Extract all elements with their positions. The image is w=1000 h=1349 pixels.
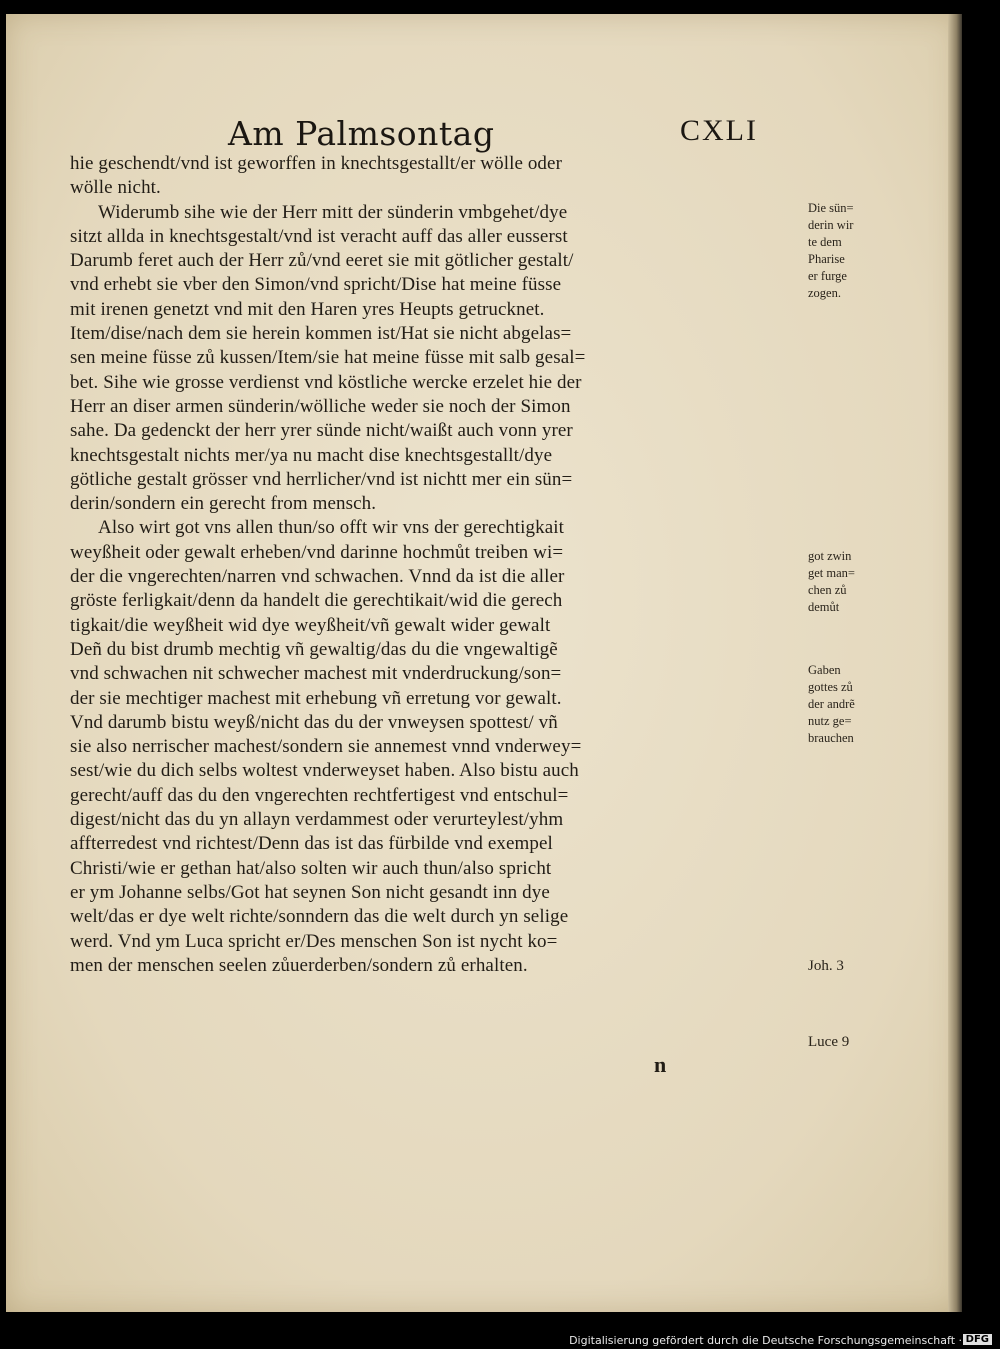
- text-line: der sie mechtiger machest mit erhebung vñ erretung vor gewalt.: [70, 687, 562, 709]
- running-title: Am Palmsontag: [228, 114, 495, 153]
- text-line: götliche gestalt grösser vnd herrlicher/vnd ist nichtt mer ein sün=: [70, 468, 573, 490]
- margin-note-line: gottes zů: [808, 680, 853, 694]
- text-line: mit irenen genetzt vnd mit den Haren yres Heupts getrucknet.: [70, 298, 545, 320]
- text-line: wölle nicht.: [70, 177, 161, 199]
- margin-note-line: Joh. 3: [808, 958, 844, 974]
- margin-note: [808, 662, 892, 747]
- margin-note-line: get man=: [808, 566, 855, 580]
- margin-note-line: demůt: [808, 600, 840, 614]
- text-line: sahe. Da gedenckt der herr yrer sünde nicht/waißt auch vonn yrer: [70, 420, 573, 442]
- margin-note-line: der andrẽ: [808, 697, 855, 711]
- text-line: Darumb feret auch der Herr zů/vnd eeret sie mit götlicher gestalt/: [70, 250, 574, 272]
- margin-note-line: Gaben: [808, 663, 841, 677]
- margin-note-line: Die sün=: [808, 201, 854, 215]
- running-header: [228, 114, 758, 154]
- dfg-logo: DFG: [963, 1334, 992, 1345]
- text-line: sitzt allda in knechtsgestalt/vnd ist veracht auff das aller eusserst: [70, 225, 568, 247]
- text-line: Also wirt got vns allen thun/so offt wir vns der gerechtigkait: [98, 517, 564, 539]
- text-line: hie geschendt/vnd ist geworffen in knechtsgestallt/er wölle oder: [70, 153, 562, 174]
- text-line: Vnd darumb bistu weyß/nicht das du der vnweysen spottest/ vñ: [70, 711, 558, 733]
- text-line: sie also nerrischer machest/sondern sie annemest vnnd vnderwey=: [70, 736, 582, 758]
- funding-credit: Digitalisierung gefördert durch die Deutsche Forschungsgemeinschaft ·: [569, 1334, 962, 1347]
- text-line: welt/das er dye welt richte/sonndern das die welt durch yn selige: [70, 906, 569, 928]
- margin-note-line: te dem: [808, 235, 842, 249]
- text-line: er ym Johanne selbs/Got hat seynen Son nicht gesandt inn dye: [70, 881, 550, 903]
- text-line: gröste ferligkait/denn da handelt die gerechtikait/wid die gerech: [70, 590, 563, 612]
- margin-note-line: Pharise: [808, 252, 845, 266]
- text-line: vnd schwachen nit schwecher machest mit vnderdruckung/son=: [70, 663, 562, 685]
- text-line: weyßheit oder gewalt erheben/vnd darinne hochmůt treiben wi=: [70, 541, 564, 563]
- margin-note: [808, 1034, 892, 1051]
- text-line: gerecht/auff das du den vngerechten rechtfertigest vnd entschul=: [70, 784, 569, 806]
- margin-note: [808, 200, 892, 302]
- margin-note-line: got zwin: [808, 549, 852, 563]
- margin-note: [808, 958, 892, 975]
- text-line: Item/dise/nach dem sie herein kommen ist/Hat sie nicht abgelas=: [70, 323, 572, 345]
- margin-note-line: chen zů: [808, 583, 847, 597]
- margin-note-line: brauchen: [808, 731, 854, 745]
- signature-mark: n: [654, 1052, 667, 1077]
- text-line: knechtsgestalt nichts mer/ya nu macht dise knechtsgestallt/dye: [70, 444, 553, 466]
- text-line: bet. Sihe wie grosse verdienst vnd köstliche wercke erzelet hie der: [70, 371, 582, 393]
- text-line: vnd erhebt sie vber den Simon/vnd spricht/Dise hat meine füsse: [70, 274, 562, 296]
- page-edge: [948, 14, 962, 1312]
- text-line: derin/sondern ein gerecht from mensch.: [70, 493, 377, 515]
- margin-note-line: nutz ge=: [808, 714, 852, 728]
- text-line: Widerumb sihe wie der Herr mitt der sünderin vmbgehet/dye: [98, 201, 568, 223]
- text-line: werd. Vnd ym Luca spricht er/Des menschen Son ist nycht ko=: [70, 930, 558, 952]
- folio-number: CXLI: [680, 114, 758, 147]
- text-line: sest/wie du dich selbs woltest vnderweyset haben. Also bistu auch: [70, 760, 579, 782]
- text-line: affterredest vnd richtest/Denn das ist das fürbilde vnd exempel: [70, 833, 553, 855]
- margin-note-line: er furge: [808, 269, 847, 283]
- text-line: tigkait/die weyßheit wid dye weyßheit/vñ gewalt wider gewalt: [70, 614, 551, 636]
- margin-note-line: Luce 9: [808, 1034, 850, 1050]
- text-line: digest/nicht das du yn allayn verdammest oder verurteylest/yhm: [70, 809, 564, 831]
- main-text-block: [70, 152, 855, 1050]
- margin-note-line: zogen.: [808, 286, 841, 300]
- text-line: sen meine füsse zů kussen/Item/sie hat meine füsse mit salb gesal=: [70, 347, 586, 369]
- margin-note: [808, 548, 892, 616]
- text-line: Herr an diser armen sünderin/wölliche weder sie noch der Simon: [70, 395, 571, 417]
- text-line: men der menschen seelen zůuerderben/sondern zů erhalten.: [70, 954, 528, 976]
- margin-note-line: derin wir: [808, 218, 854, 232]
- text-line: Deñ du bist drumb mechtig vñ gewaltig/das du die vngewaltigẽ: [70, 638, 558, 660]
- text-line: der die vngerechten/narren vnd schwachen. Vnnd da ist die aller: [70, 566, 565, 588]
- text-line: Christi/wie er gethan hat/also solten wir auch thun/also spricht: [70, 857, 552, 879]
